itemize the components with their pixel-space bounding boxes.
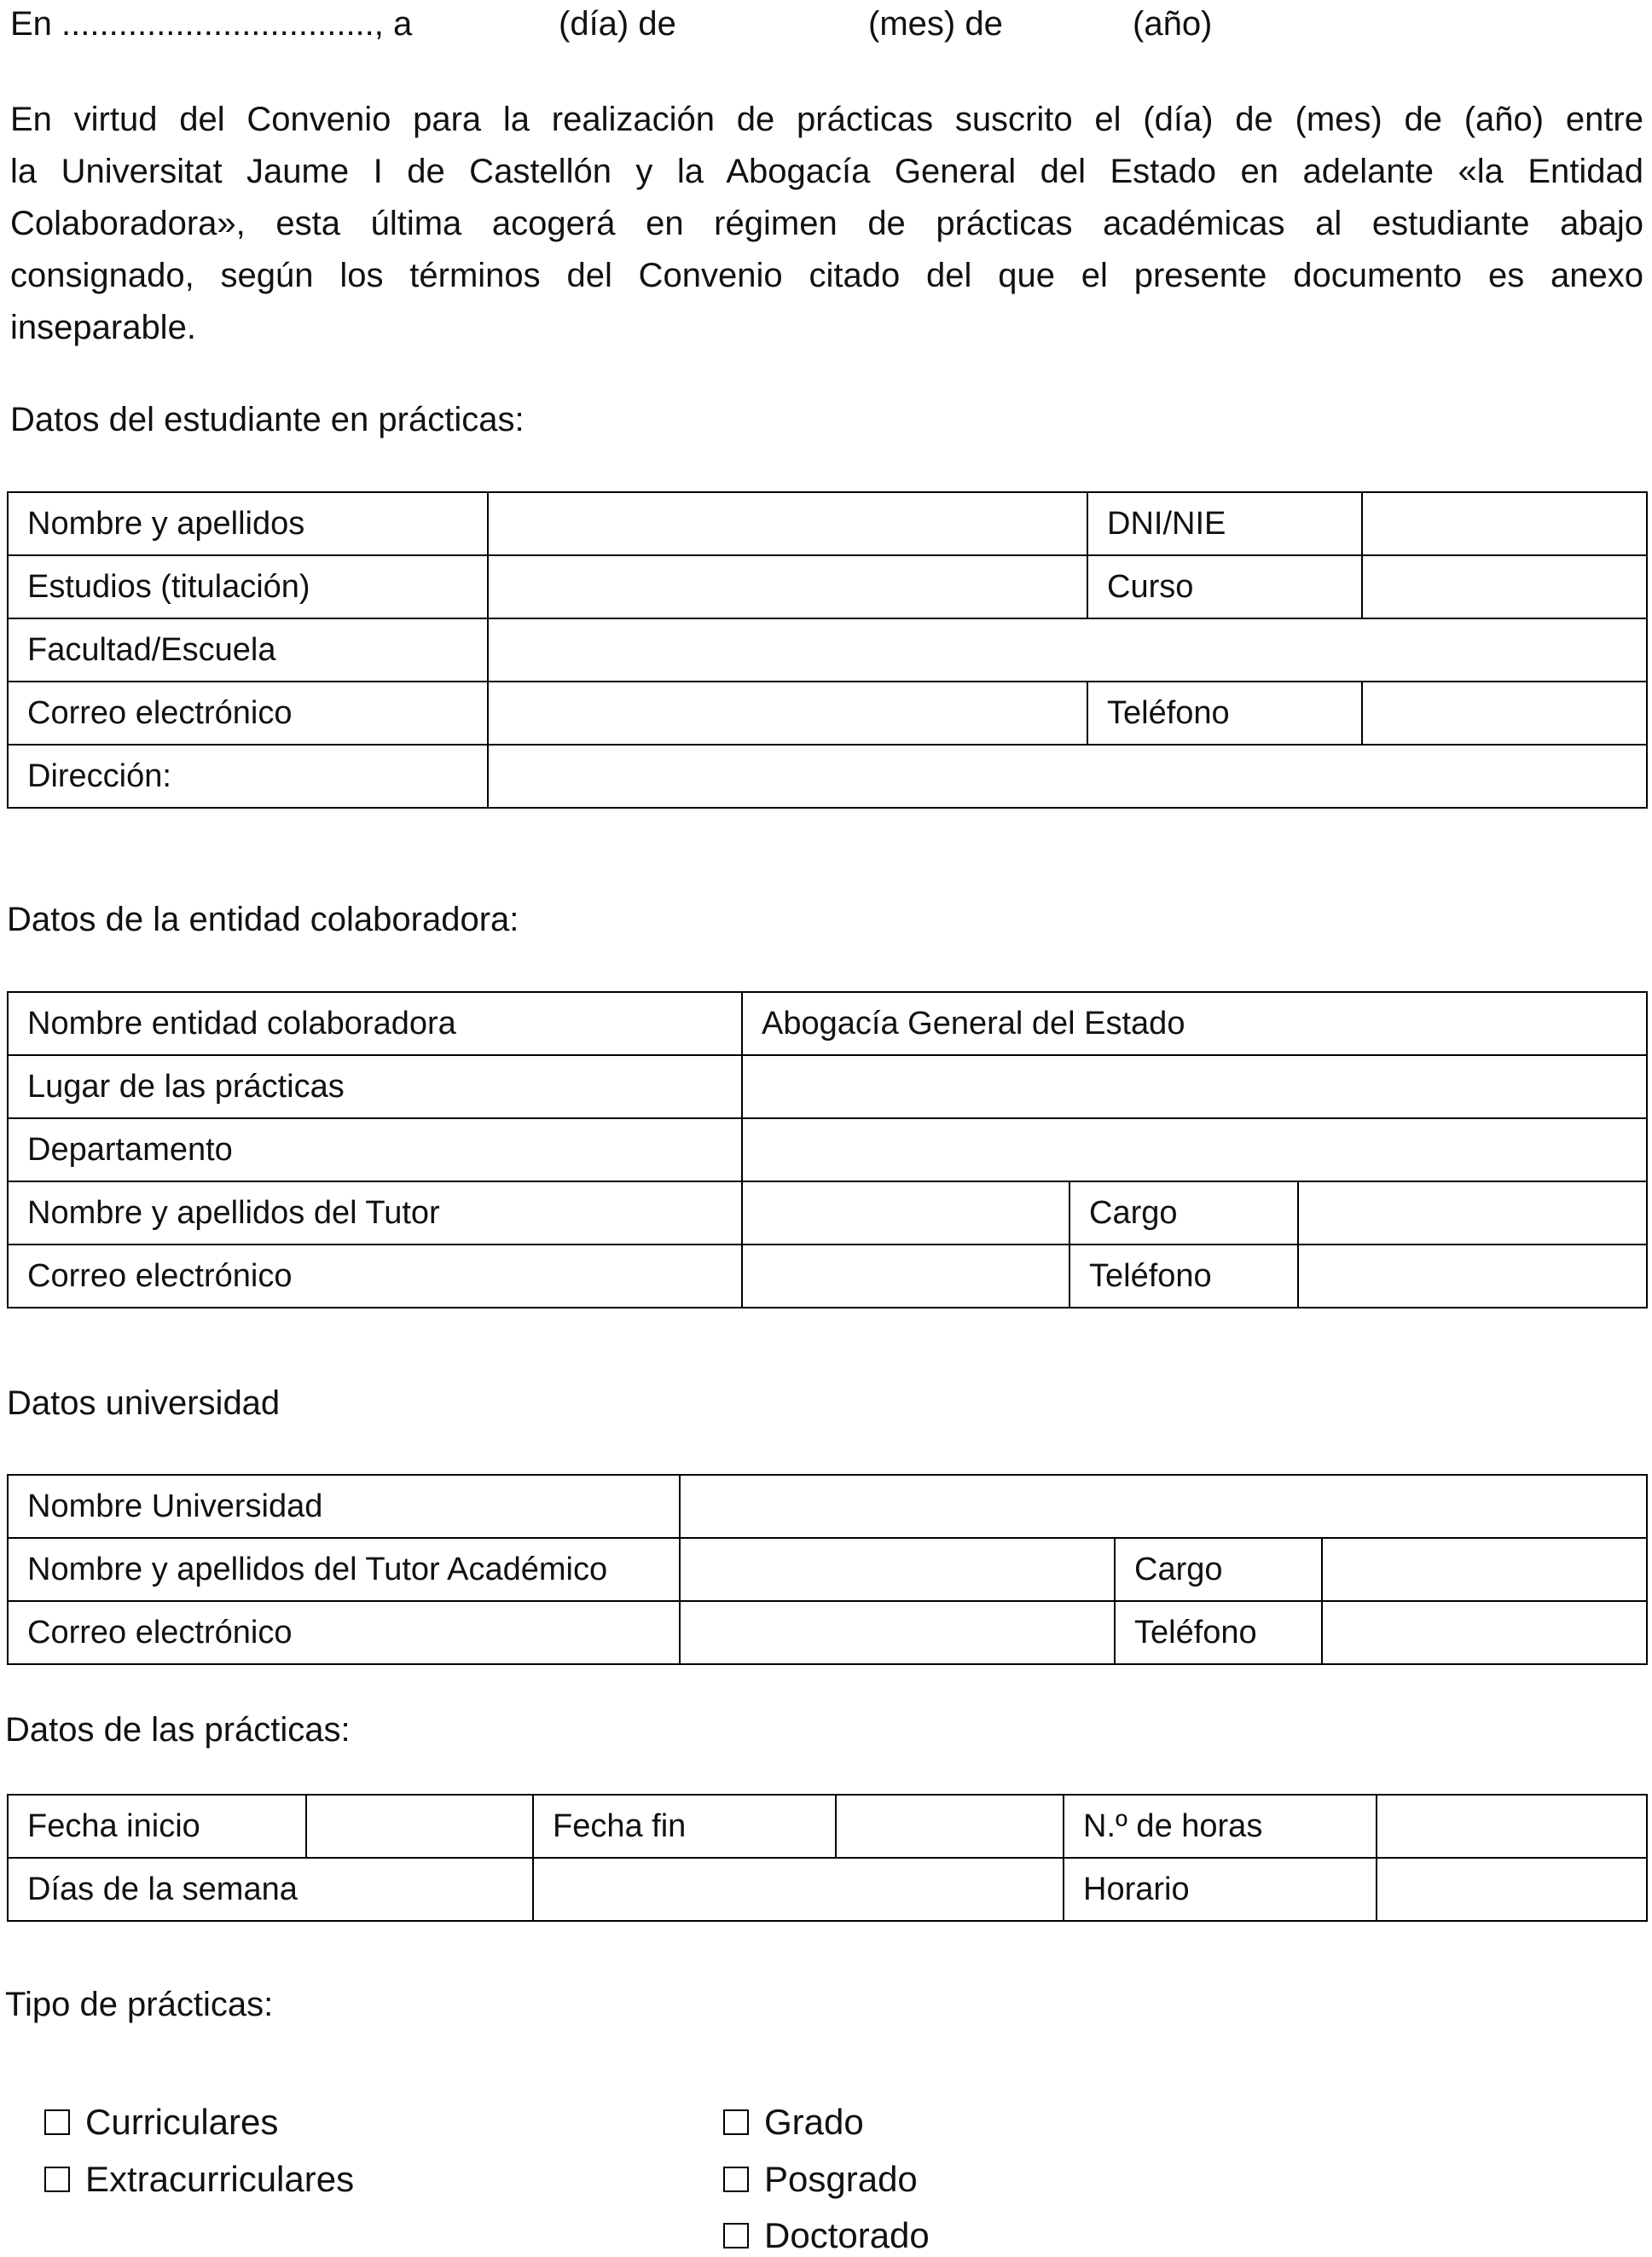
student-faculty-field[interactable] [488, 618, 1647, 682]
student-heading: Datos del estudiante en prácticas: [10, 401, 525, 438]
intro-line: inseparable. [10, 309, 196, 346]
table-row [8, 1475, 1647, 1538]
university-tutor-field[interactable] [680, 1538, 1115, 1601]
end-date-label: Fecha fin [533, 1795, 836, 1858]
university-email-label: Correo electrónico [8, 1601, 680, 1664]
student-dni-field[interactable] [1362, 492, 1647, 555]
university-position-label: Cargo [1115, 1538, 1322, 1601]
student-email-label: Correo electrónico [8, 682, 488, 745]
weekdays-field[interactable] [533, 1858, 1064, 1921]
intro-line: consignado, según los términos del Convenio citado del que el presente documento es anexo [10, 257, 1643, 294]
table-row [8, 682, 1647, 745]
checkbox-label: Posgrado [764, 2159, 918, 2199]
student-table [7, 491, 1648, 809]
checkbox-box-icon [723, 2109, 749, 2135]
posgrado-checkbox[interactable] [723, 2161, 918, 2197]
place-line: En ................................., a [10, 5, 413, 43]
table-row [8, 1538, 1647, 1601]
month-label: (mes) de [868, 5, 1003, 43]
student-dni-label: DNI/NIE [1087, 492, 1362, 555]
entity-name-label: Nombre entidad colaboradora [8, 992, 742, 1055]
table-row [8, 618, 1647, 682]
intro-line: la Universitat Jaume I de Castellón y la Abogacía General del Estado en adelante «la Entidad [10, 153, 1643, 190]
entity-position-field[interactable] [1298, 1181, 1647, 1245]
entity-email-field[interactable] [742, 1245, 1069, 1308]
year-label: (año) [1133, 5, 1213, 43]
curricular-checkbox[interactable] [44, 2104, 278, 2140]
student-phone-field[interactable] [1362, 682, 1647, 745]
start-date-field[interactable] [306, 1795, 533, 1858]
student-address-field[interactable] [488, 745, 1647, 808]
university-table [7, 1474, 1648, 1665]
end-date-field[interactable] [836, 1795, 1064, 1858]
university-name-field[interactable] [680, 1475, 1647, 1538]
student-name-label: Nombre y apellidos [8, 492, 488, 555]
hours-label: N.º de horas [1064, 1795, 1377, 1858]
extracurricular-checkbox[interactable] [44, 2161, 354, 2197]
university-email-field[interactable] [680, 1601, 1115, 1664]
checkbox-box-icon [723, 2167, 749, 2192]
checkbox-box-icon [44, 2109, 70, 2135]
table-row [8, 992, 1647, 1055]
entity-phone-label: Teléfono [1069, 1245, 1298, 1308]
entity-table [7, 991, 1648, 1308]
student-faculty-label: Facultad/Escuela [8, 618, 488, 682]
weekdays-label: Días de la semana [8, 1858, 533, 1921]
checkbox-label: Doctorado [764, 2215, 930, 2255]
student-address-label: Dirección: [8, 745, 488, 808]
student-studies-label: Estudios (titulación) [8, 555, 488, 618]
entity-heading: Datos de la entidad colaboradora: [7, 901, 519, 938]
checkbox-box-icon [723, 2223, 749, 2248]
university-position-field[interactable] [1322, 1538, 1647, 1601]
day-label: (día) de [559, 5, 676, 43]
intro-line: Colaboradora», esta última acogerá en régimen de prácticas académicas al estudiante abajo [10, 205, 1643, 242]
start-date-label: Fecha inicio [8, 1795, 306, 1858]
entity-department-field[interactable] [742, 1118, 1647, 1181]
university-heading: Datos universidad [7, 1384, 281, 1422]
table-row [8, 1858, 1647, 1921]
entity-place-label: Lugar de las prácticas [8, 1055, 742, 1118]
entity-phone-field[interactable] [1298, 1245, 1647, 1308]
student-phone-label: Teléfono [1087, 682, 1362, 745]
table-row [8, 1181, 1647, 1245]
schedule-field[interactable] [1377, 1858, 1647, 1921]
table-row [8, 1055, 1647, 1118]
student-email-field[interactable] [488, 682, 1087, 745]
entity-department-label: Departamento [8, 1118, 742, 1181]
checkbox-box-icon [44, 2167, 70, 2192]
intro-line: En virtud del Convenio para la realización de prácticas suscrito el (día) de (mes) de (año) entre [10, 101, 1643, 138]
table-row [8, 492, 1647, 555]
table-row [8, 1795, 1647, 1858]
entity-place-field[interactable] [742, 1055, 1647, 1118]
practices-heading: Datos de las prácticas: [5, 1711, 351, 1749]
university-name-label: Nombre Universidad [8, 1475, 680, 1538]
doctorado-checkbox[interactable] [723, 2215, 930, 2255]
university-tutor-label: Nombre y apellidos del Tutor Académico [8, 1538, 680, 1601]
table-row [8, 745, 1647, 808]
entity-tutor-field[interactable] [742, 1181, 1069, 1245]
table-row [8, 555, 1647, 618]
checkbox-label: Grado [764, 2102, 864, 2142]
table-row [8, 1118, 1647, 1181]
checkbox-label: Extracurriculares [85, 2159, 355, 2199]
student-course-label: Curso [1087, 555, 1362, 618]
table-row [8, 1601, 1647, 1664]
intro-paragraph [10, 94, 1643, 354]
student-studies-field[interactable] [488, 555, 1087, 618]
university-phone-field[interactable] [1322, 1601, 1647, 1664]
hours-field[interactable] [1377, 1795, 1647, 1858]
type-heading: Tipo de prácticas: [5, 1986, 274, 2023]
table-row [8, 1245, 1647, 1308]
entity-name-value: Abogacía General del Estado [742, 992, 1647, 1055]
entity-email-label: Correo electrónico [8, 1245, 742, 1308]
schedule-label: Horario [1064, 1858, 1377, 1921]
entity-tutor-label: Nombre y apellidos del Tutor [8, 1181, 742, 1245]
university-phone-label: Teléfono [1115, 1601, 1322, 1664]
entity-position-label: Cargo [1069, 1181, 1298, 1245]
practices-table [7, 1794, 1648, 1922]
grado-checkbox[interactable] [723, 2104, 864, 2140]
student-course-field[interactable] [1362, 555, 1647, 618]
student-name-field[interactable] [488, 492, 1087, 555]
checkbox-label: Curriculares [85, 2102, 279, 2142]
